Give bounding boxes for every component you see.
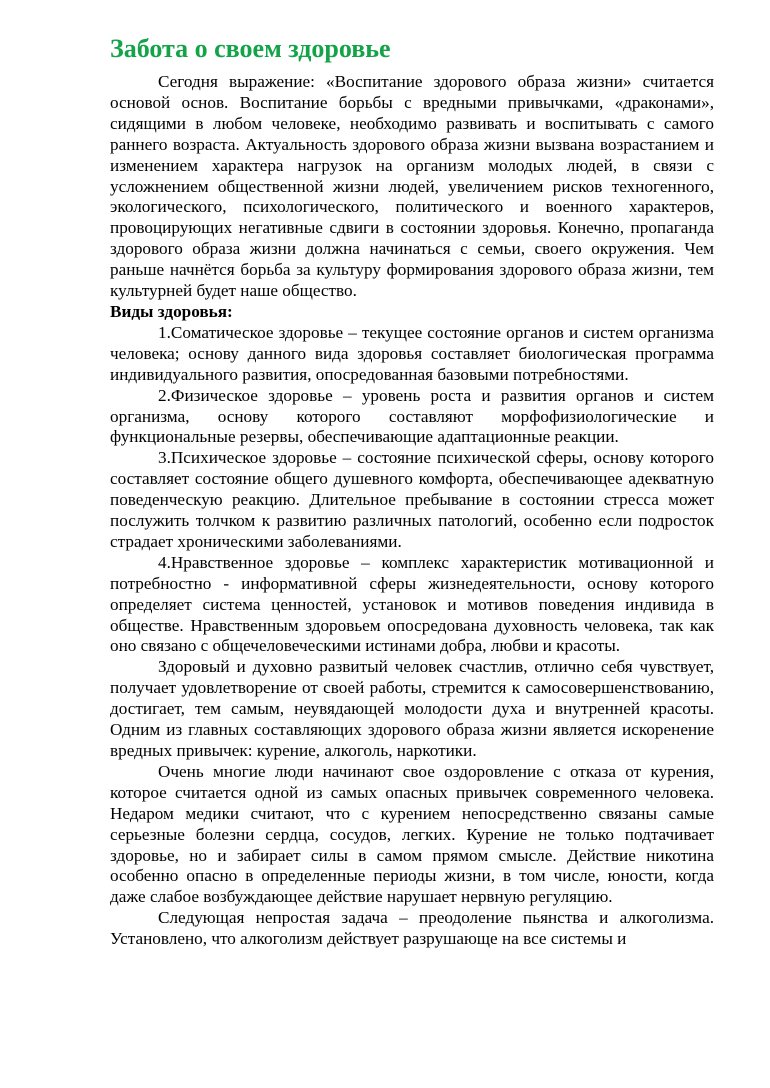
health-type-moral: 4.Нравственное здоровье – комплекс характеристик мотивационной и потребностно - информативной сферы жизнедеятельности, основу которого определяет система ценностей, установок и мотивов поведения индивида в обществе. Нравственным здоровьем опосредована духовность человека, так как оно связано с общечеловеческими истинами добра, любви и красоты. <box>110 552 714 656</box>
health-types-heading: Виды здоровья: <box>110 301 233 321</box>
body-paragraph-alcohol: Следующая непростая задача – преодоление пьянства и алкоголизма. Установлено, что алкоголизм действует разрушающе на все системы и <box>110 908 714 949</box>
health-type-mental: 3.Психическое здоровье – состояние психической сферы, основу которого составляет состояние общего душевного комфорта, обеспечивающее адекватную поведенческую реакцию. Длительное пребывание в состоянии стресса может послужить толчком к развитию различных патологий, особенно если подросток страдает хроническими заболеваниями. <box>110 448 714 551</box>
health-type-physical: 2.Физическое здоровье – уровень роста и развития органов и систем организма, основу которого составляют морфофизиологические и функциональные резервы, обеспечивающие адаптационные реакции. <box>110 385 714 447</box>
body-paragraph-smoking: Очень многие люди начинают свое оздоровление с отказа от курения, которое считается одной из самых опасных привычек современного человека. Недаром медики считают, что с курением непосредственно связаны самые серьезные болезни сердца, сосудов, легких. Курение не только подтачивает здоровье, но и забирает силы в самом прямом смысле. Действие никотина особенно опасно в определенные периоды жизни, в том числе, юности, когда даже слабое возбуждающее действие нарушает нервную регуляцию. <box>110 761 714 907</box>
body-paragraph-healthy-person: Здоровый и духовно развитый человек счастлив, отлично себя чувствует, получает удовлетворение от своей работы, стремится к самосовершенствованию, достигает, тем самым, неувядающей молодости духа и внутренней красоты. Одним из главных составляющих здорового образа жизни является искоренение вредных привычек: курение, алкоголь, наркотики. <box>110 657 714 760</box>
document-page <box>110 34 714 950</box>
document-title: Забота о своем здоровье <box>110 34 391 63</box>
intro-paragraph: Сегодня выражение: «Воспитание здорового образа жизни» считается основой основ. Воспитание борьбы с вредными привычками, «драконами», сидящими в любом человеке, необходимо развивать и воспитывать с самого раннего возраста. Актуальность здорового образа жизни вызвана возрастанием и изменением характера нагрузок на организм молодых людей, в связи с усложнением общественной жизни людей, увеличением рисков техногенного, экологического, психологического, политического и военного характеров, провоцирующих негативные сдвиги в состоянии здоровья. Конечно, пропаганда здорового образа жизни должна начинаться с семьи, своего окружения. Чем раньше начнётся борьба за культуру формирования здорового образа жизни, тем культурней будет наше общество. <box>110 72 714 301</box>
health-type-somatic: 1.Соматическое здоровье – текущее состояние органов и систем организма человека; основу данного вида здоровья составляет биологическая программа индивидуального развития, опосредованная базовыми потребностями. <box>110 322 714 384</box>
